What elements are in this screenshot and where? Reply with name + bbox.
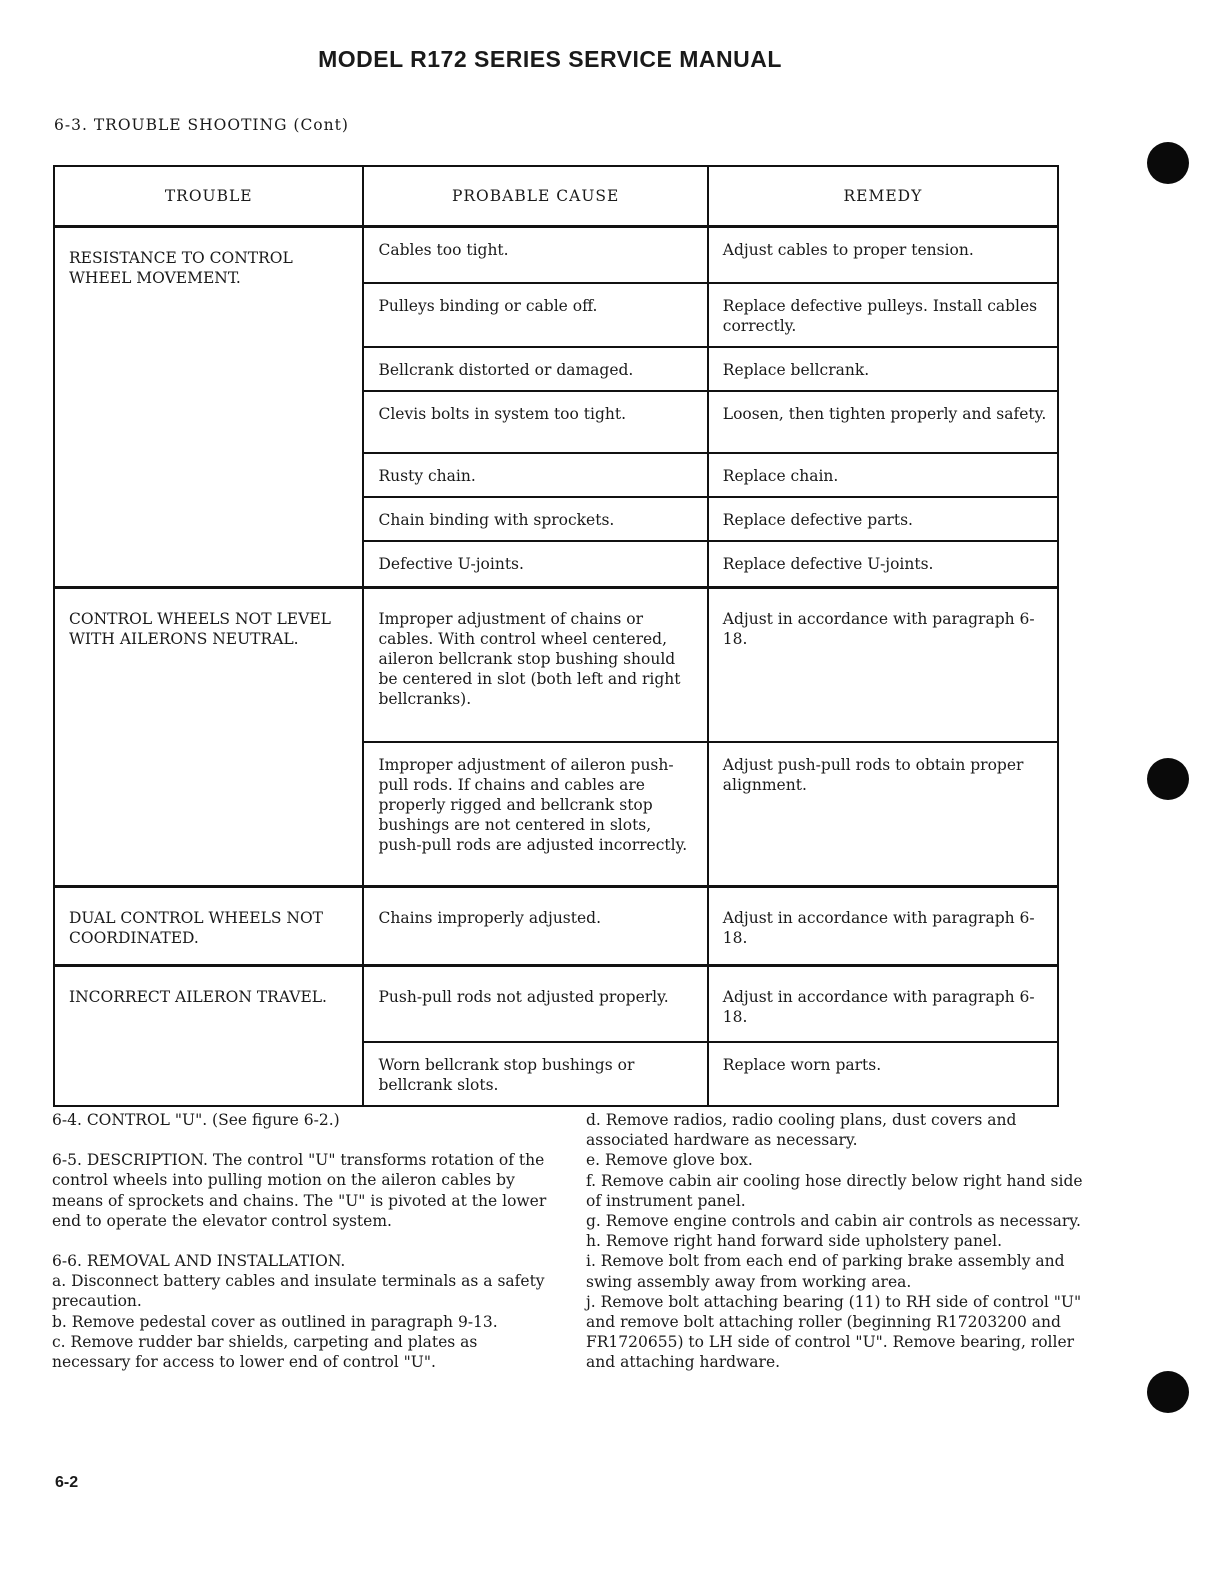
cause-cell: Improper adjustment of aileron push-pull rods. If chains and cables are properly rigged and bellcrank stop bushings are not centered in slots, push-pull rods are adjusted incorrectly. (364, 743, 708, 888)
header-probable-cause: PROBABLE CAUSE (364, 167, 708, 228)
remedy-cell: Replace bellcrank. (709, 348, 1057, 392)
remedy-cell: Replace worn parts. (722, 1056, 882, 1074)
paragraph-description: 6-5. DESCRIPTION. The control "U" transforms rotation of the control wheels into pulling motion on the aileron cables by means of sprockets and chains. The "U" is pivoted at the lower end to operate the elevator control system. (52, 1151, 547, 1230)
table-row (55, 589, 1057, 743)
table-row (55, 967, 1057, 1043)
trouble-cell: RESISTANCE TO CONTROL WHEEL MOVEMENT. (55, 228, 364, 589)
cause-cell: Chains improperly adjusted. (364, 888, 708, 967)
left-text-column (52, 1110, 552, 1372)
paragraph-control-u: 6-4. CONTROL "U". (See figure 6-2.) (52, 1111, 340, 1129)
cause-cell: Pulleys binding or cable off. (364, 284, 708, 348)
troubleshooting-table (53, 165, 1059, 1107)
step-d: d. Remove radios, radio cooling plans, dust covers and associated hardware as necessary. (586, 1111, 1017, 1150)
cause-cell: Defective U-joints. (364, 542, 708, 589)
section-heading: 6-3. TROUBLE SHOOTING (Cont) (54, 116, 349, 134)
step-g: g. Remove engine controls and cabin air controls as necessary. (586, 1212, 1081, 1231)
step-c: c. Remove rudder bar shields, carpeting and plates as necessary for access to lower end of control "U". (52, 1332, 478, 1372)
trouble-cell: INCORRECT AILERON TRAVEL. (55, 967, 364, 1105)
table-row (55, 888, 1057, 967)
cause-cell: Clevis bolts in system too tight. (364, 392, 708, 454)
remedy-cell: Loosen, then tighten properly and safety. (709, 392, 1057, 454)
remedy-cell: Replace defective U-joints. (709, 542, 1057, 589)
step-i: i. Remove bolt from each end of parking brake assembly and swing assembly away from working area. (586, 1252, 1065, 1291)
cause-cell: Cables too tight. (364, 228, 708, 284)
remedy-cell: Adjust push-pull rods to obtain proper alignment. (709, 743, 1057, 888)
cause-cell: Worn bellcrank stop bushings or bellcrank slots. (364, 1043, 708, 1105)
remedy-cell: Adjust cables to proper tension. (709, 228, 1057, 284)
table-row (55, 228, 1057, 284)
remedy-cell: Replace defective parts. (709, 498, 1057, 542)
binder-hole (1147, 142, 1189, 184)
paragraph-removal-heading: 6-6. REMOVAL AND INSTALLATION. (52, 1252, 346, 1271)
header-remedy: REMEDY (709, 167, 1057, 228)
page-number: 6-2 (55, 1474, 79, 1491)
remedy-cell: Replace defective pulleys. Install cables correctly. (709, 284, 1057, 348)
header-trouble: TROUBLE (55, 167, 364, 228)
cause-cell: Push-pull rods not adjusted properly. (364, 967, 708, 1043)
cause-cell: Bellcrank distorted or damaged. (364, 348, 708, 392)
binder-hole (1147, 1371, 1189, 1413)
right-text-column (586, 1110, 1086, 1373)
remedy-cell: Replace chain. (709, 454, 1057, 498)
table-header-row (55, 167, 1057, 228)
page-title: MODEL R172 SERIES SERVICE MANUAL (318, 46, 782, 72)
step-e: e. Remove glove box. (586, 1151, 753, 1170)
step-f: f. Remove cabin air cooling hose directly below right hand side of instrument panel. (586, 1171, 1083, 1210)
step-h: h. Remove right hand forward side upholstery panel. (586, 1232, 1003, 1251)
step-j: j. Remove bolt attaching bearing (11) to RH side of control "U" and remove bolt attaching roller (beginning R17203200 and FR1720655) to LH side of control "U". Remove bearing, roller and attaching hardware. (586, 1292, 1082, 1372)
cause-cell: Chain binding with sprockets. (364, 498, 708, 542)
cause-cell: Rusty chain. (364, 454, 708, 498)
trouble-cell: DUAL CONTROL WHEELS NOT COORDINATED. (55, 888, 364, 967)
step-b: b. Remove pedestal cover as outlined in paragraph 9-13. (52, 1312, 498, 1331)
cause-cell: Improper adjustment of chains or cables. With control wheel centered, aileron bellcrank stop bushing should be centered in slot (both left and right bellcranks). (364, 589, 708, 743)
binder-hole (1147, 758, 1189, 800)
remedy-cell: Adjust in accordance with paragraph 6-18. (709, 589, 1057, 743)
step-a: a. Disconnect battery cables and insulate terminals as a safety precaution. (52, 1272, 545, 1311)
trouble-cell: CONTROL WHEELS NOT LEVEL WITH AILERONS NEUTRAL. (55, 589, 364, 888)
remedy-cell: Adjust in accordance with paragraph 6-18. (709, 967, 1057, 1043)
remedy-cell: Adjust in accordance with paragraph 6-18. (709, 888, 1057, 967)
